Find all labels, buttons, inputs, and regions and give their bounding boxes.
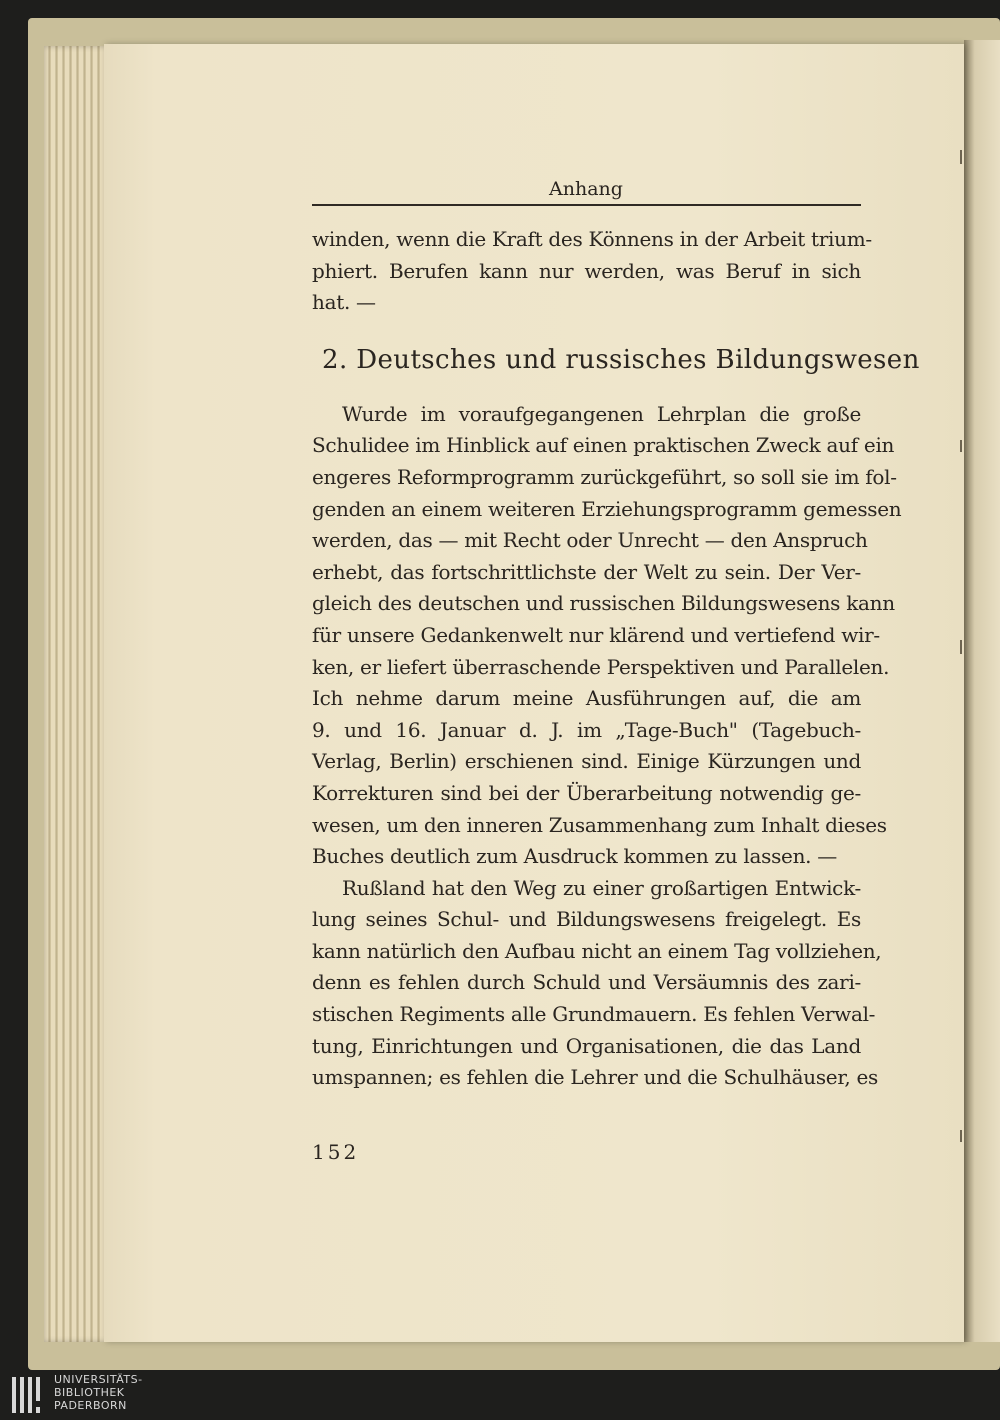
text-line: winden, wenn die Kraft des Könnens in der Arbeit trium- <box>312 227 872 251</box>
text-line: wesen, um den inneren Zusammenhang zum Inhalt dieses <box>312 812 887 837</box>
text-line: Korrekturen sind bei der Überarbeitung notwendig ge- <box>312 780 861 805</box>
text-line: für unsere Gedankenwelt nur klärend und vertiefend wir- <box>312 622 880 647</box>
text-line: stischen Regiments alle Grundmauern. Es fehlen Verwal- <box>312 1002 876 1027</box>
facing-page-mark <box>960 440 962 452</box>
text-line: Schulidee im Hinblick auf einen praktischen Zweck auf ein <box>312 433 895 458</box>
text-line: kann natürlich den Aufbau nicht an einem Tag vollziehen, <box>312 938 882 963</box>
text-line: hat. — <box>312 290 376 315</box>
section-heading: 2. Deutsches und russisches Bildungswesen <box>322 344 920 375</box>
text-line: lung seines Schul- und Bildungswesens freigelegt. Es <box>312 907 861 932</box>
text-line: engeres Reformprogramm zurückgeführt, so soll sie im fol- <box>312 464 897 489</box>
text-line: Wurde im voraufgegangenen Lehrplan die große <box>342 401 861 426</box>
logo-line: BIBLIOTHEK <box>54 1386 125 1399</box>
text-line: umspannen; es fehlen die Lehrer und die Schulhäuser, es <box>312 1065 879 1090</box>
facing-page-mark <box>960 150 962 164</box>
text-line: werden, das — mit Recht oder Unrecht — den Anspruch <box>312 528 868 553</box>
header-rule <box>312 204 861 206</box>
text-line: Ich nehme darum meine Ausführungen auf, die am <box>312 686 861 711</box>
text-line: tung, Einrichtungen und Organisationen, die das Land <box>312 1033 861 1058</box>
text-line: Buches deutlich zum Ausdruck kommen zu lassen. — <box>312 844 837 869</box>
facing-page-edge <box>964 40 1000 1342</box>
text-line: 9. und 16. Januar d. J. im „Tage-Buch" (Tagebuch- <box>312 717 861 742</box>
text-line: phiert. Berufen kann nur werden, was Beruf in sich <box>312 258 861 283</box>
library-logo-icon <box>10 1375 44 1415</box>
text-line: denn es fehlen durch Schuld und Versäumnis des zari- <box>312 970 861 995</box>
facing-page-mark <box>960 640 962 654</box>
text-line: erhebt, das fortschrittlichste der Welt zu sein. Der Ver- <box>312 559 861 584</box>
library-logo-text <box>54 1373 143 1412</box>
logo-line: PADERBORN <box>54 1399 127 1412</box>
footer-bar <box>0 1370 1000 1420</box>
paragraph <box>312 399 902 873</box>
page-number: 152 <box>312 1140 360 1164</box>
running-head: Anhang <box>549 178 623 200</box>
text-line: gleich des deutschen und russischen Bildungswesens kann <box>312 591 895 616</box>
body-text <box>312 224 920 1094</box>
text-line: genden an einem weiteren Erziehungsprogramm gemessen <box>312 496 902 521</box>
text-line: Rußland hat den Weg zu einer großartigen Entwick- <box>342 875 861 900</box>
text-line: ken, er liefert überraschende Perspektiven und Parallelen. <box>312 654 890 679</box>
text-line: Verlag, Berlin) erschienen sind. Einige Kürzungen und <box>312 749 861 774</box>
paragraph-continued <box>312 224 872 319</box>
paragraph <box>312 873 882 1094</box>
facing-page-mark <box>960 1130 962 1142</box>
logo-line: UNIVERSITÄTS- <box>54 1373 143 1386</box>
